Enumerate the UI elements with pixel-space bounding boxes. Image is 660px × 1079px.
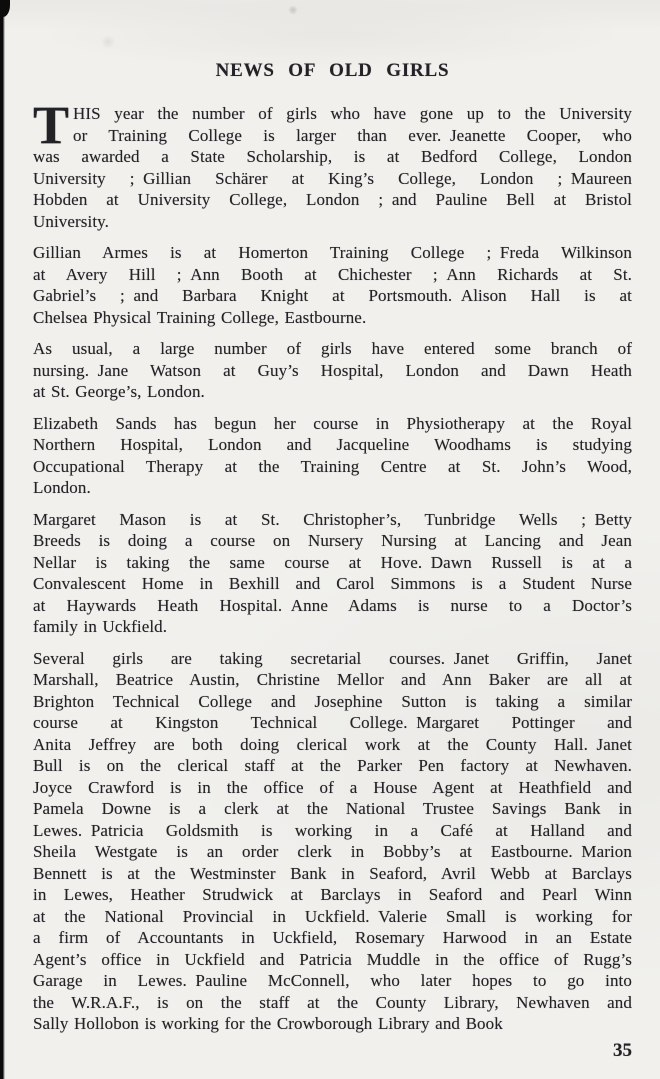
paragraph <box>33 648 632 1035</box>
text-line: Margaret Mason is at St. Christopher’s, Tunbridge Wells ; Betty <box>33 509 632 529</box>
text-line: Anita Jeffrey are both doing clerical work at the County Hall. Janet <box>33 734 632 754</box>
text-line: Elizabeth Sands has begun her course in Physiotherapy at the Royal <box>33 413 632 433</box>
text-line: nursing. Jane Watson at Guy’s Hospital, London and Dawn Heath <box>33 360 632 380</box>
text-line: Northern Hospital, London and Jacqueline Woodhams is studying <box>33 435 632 454</box>
text-line: Convalescent Home in Bexhill and Carol Simmons is a Student Nurse <box>33 574 632 593</box>
paragraph-lines <box>33 413 632 499</box>
text-line: As usual, a large number of girls have entered some branch of <box>33 339 632 358</box>
text-line: Sheila Westgate is an order clerk in Bobby’s at Eastbourne. Marion <box>33 842 632 861</box>
text-line: at Haywards Heath Hospital. Anne Adams is nurse to a Doctor’s <box>33 595 632 615</box>
page-title: NEWS OF OLD GIRLS <box>215 60 450 81</box>
text-line: Pamela Downe is a clerk at the National Trustee Savings Bank in <box>33 799 632 818</box>
text-line: Nellar is taking the same course at Hove. Dawn Russell is at a <box>33 552 632 572</box>
paragraph <box>33 95 632 232</box>
text-line: Marshall, Beatrice Austin, Christine Mellor and Ann Baker are all at <box>33 670 632 689</box>
paragraph-lines <box>33 242 632 328</box>
text-line: Gillian Armes is at Homerton Training College ; Freda Wilkinson <box>33 243 632 262</box>
text-line: Sally Hollobon is working for the Crowborough Library and Book <box>33 1014 503 1033</box>
paragraph-lines <box>33 509 632 638</box>
paragraph-lines <box>33 95 632 232</box>
paragraph <box>33 338 632 403</box>
text-line: at St. George’s, London. <box>33 382 205 401</box>
text-line: Several girls are taking secretarial courses. Janet Griffin, Janet <box>33 648 632 668</box>
text-line: Chelsea Physical Training College, Eastbourne. <box>33 307 367 327</box>
text-line: HIS year the number of girls who have gone up to the University <box>73 104 632 123</box>
paragraph <box>33 509 632 638</box>
paragraph-lines <box>33 648 632 1035</box>
text-line: University. <box>33 211 110 231</box>
text-line: Bull is on the clerical staff at the Parker Pen factory at Newhaven. <box>33 756 632 775</box>
text-line: Breeds is doing a course on Nursery Nursing at Lancing and Jean <box>33 531 632 550</box>
text-line: in Lewes, Heather Strudwick at Barclays in Seaford and Pearl Winn <box>33 885 632 904</box>
text-line: or Training College is larger than ever. Jeanette Cooper, who <box>73 125 632 145</box>
text-line: course at Kingston Technical College. Margaret Pottinger and <box>33 713 632 732</box>
page-number: 35 <box>613 1040 632 1061</box>
text-line: Bennett is at the Westminster Bank in Seaford, Avril Webb at Barclays <box>33 863 632 883</box>
text-line: at the National Provincial in Uckfield. Valerie Small is working for <box>33 906 632 926</box>
text-line: the W.R.A.F., is on the staff at the County Library, Newhaven and <box>33 992 632 1012</box>
paragraph-list <box>33 95 632 1035</box>
drop-cap: T <box>33 95 70 155</box>
text-line: London. <box>33 478 91 497</box>
text-line: a firm of Accountants in Uckfield, Rosemary Harwood in an Estate <box>33 928 632 947</box>
text-line: Agent’s office in Uckfield and Patricia Muddle in the office of Rugg’s <box>33 949 632 969</box>
text-line: University ; Gillian Schärer at King’s College, London ; Maureen <box>33 168 632 188</box>
paragraph <box>33 242 632 328</box>
page-content <box>33 57 632 1035</box>
scan-corner-artifact <box>0 0 10 17</box>
text-line: Gabriel’s ; and Barbara Knight at Portsmouth. Alison Hall is at <box>33 286 632 305</box>
text-line: family in Uckfield. <box>33 617 168 636</box>
paragraph-lines <box>33 338 632 403</box>
text-line: Occupational Therapy at the Training Centre at St. John’s Wood, <box>33 456 632 476</box>
text-line: Hobden at University College, London ; and Pauline Bell at Bristol <box>33 190 632 209</box>
text-line: Joyce Crawford is in the office of a House Agent at Heathfield and <box>33 777 632 797</box>
scan-edge-artifact <box>0 0 5 1079</box>
text-line: was awarded a State Scholarship, is at Bedford College, London <box>33 147 632 166</box>
text-line: Garage in Lewes. Pauline McConnell, who later hopes to go into <box>33 971 632 990</box>
text-line: Lewes. Patricia Goldsmith is working in a Café at Halland and <box>33 820 632 840</box>
paragraph <box>33 413 632 499</box>
text-line: Brighton Technical College and Josephine Sutton is taking a similar <box>33 691 632 711</box>
text-line: at Avery Hill ; Ann Booth at Chichester ; Ann Richards at St. <box>33 264 632 284</box>
